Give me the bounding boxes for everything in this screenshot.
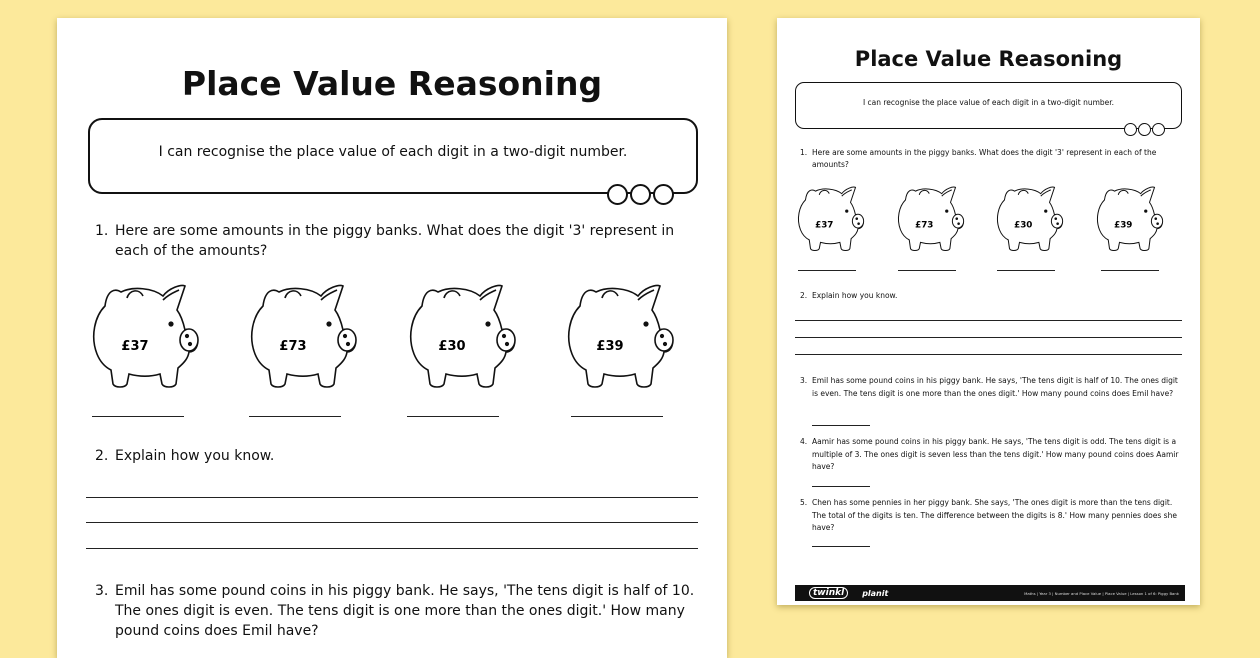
answer-line <box>798 270 856 271</box>
answer-line <box>86 522 698 523</box>
answer-line <box>86 497 698 498</box>
question-2: 2. Explain how you know. <box>800 291 898 300</box>
answer-line <box>1101 270 1159 271</box>
question-5: 5. Chen has some pennies in her piggy bank. She says, 'The ones digit is more than the tens digit. The total of the digits is ten. The difference between the digits is 8.' How many pennies does she have? <box>800 498 1177 532</box>
piggy-bank-3 <box>402 276 522 394</box>
svg-text:£30: £30 <box>438 339 466 354</box>
progress-circles <box>607 184 674 205</box>
question-1: 1. Here are some amounts in the piggy banks. What does the digit '3' represent in each of the amounts? <box>95 223 675 259</box>
piggy-bank-2 <box>893 181 968 255</box>
svg-text:£73: £73 <box>279 339 307 354</box>
answer-line <box>249 416 341 417</box>
footer-bar <box>795 585 1185 601</box>
answer-line <box>812 425 870 426</box>
answer-line <box>997 270 1055 271</box>
piggy-bank-2 <box>243 276 363 394</box>
question-4: 4. Aamir has some pound coins in his piggy bank. He says, 'The tens digit is odd. The tens digit is a multiple of 3. The ones digit is seven less than the tens digit.' How many pound coins does Aamir have? <box>800 437 1179 471</box>
question-3: 3. Emil has some pound coins in his piggy bank. He says, 'The tens digit is half of 10. The ones digit is even. The tens digit is one more than the ones digit.' How many pound coins does Emil have? <box>800 376 1178 398</box>
question-2: 2. Explain how you know. <box>95 448 275 464</box>
svg-text:£37: £37 <box>121 339 149 354</box>
piggy-bank-3 <box>992 181 1067 255</box>
answer-line <box>795 337 1182 338</box>
footer-breadcrumb: Maths | Year 3 | Number and Place Value | Place Value | Lesson 1 of 6: Piggy Bank <box>1024 590 1179 596</box>
answer-line <box>86 548 698 549</box>
page-title: Place Value Reasoning <box>854 47 1123 71</box>
piggy-bank-4 <box>560 276 680 394</box>
answer-line <box>407 416 499 417</box>
learning-objective: I can recognise the place value of each digit in a two-digit number. <box>862 98 1115 107</box>
piggy-bank-1 <box>85 276 205 394</box>
svg-text:£37: £37 <box>815 220 834 231</box>
learning-objective-box <box>88 118 698 194</box>
worksheet-preview-large <box>57 18 727 658</box>
page-title: Place Value Reasoning <box>181 64 603 103</box>
answer-line <box>795 354 1182 355</box>
svg-text:£73: £73 <box>915 220 934 231</box>
learning-objective-box <box>795 82 1182 129</box>
svg-text:£39: £39 <box>596 339 624 354</box>
question-1: 1. Here are some amounts in the piggy banks. What does the digit '3' represent in each of the amounts? <box>800 148 1157 169</box>
answer-line <box>812 486 870 487</box>
learning-objective: I can recognise the place value of each digit in a two-digit number. <box>158 144 628 160</box>
progress-circles <box>1124 123 1165 136</box>
answer-line <box>812 546 870 547</box>
svg-text:£30: £30 <box>1014 220 1033 231</box>
piggy-bank-1 <box>793 181 868 255</box>
twinkl-logo: twinkl planit <box>809 587 888 599</box>
answer-line <box>795 320 1182 321</box>
answer-line <box>92 416 184 417</box>
piggy-bank-4 <box>1092 181 1167 255</box>
answer-line <box>571 416 663 417</box>
question-3: 3. Emil has some pound coins in his piggy bank. He says, 'The tens digit is half of 10. The ones digit is even. The tens digit is one more than the ones digit.' How many pound coins does Emil have? <box>95 583 695 639</box>
worksheet-preview-full <box>777 18 1200 605</box>
answer-line <box>898 270 956 271</box>
svg-text:£39: £39 <box>1114 220 1133 231</box>
